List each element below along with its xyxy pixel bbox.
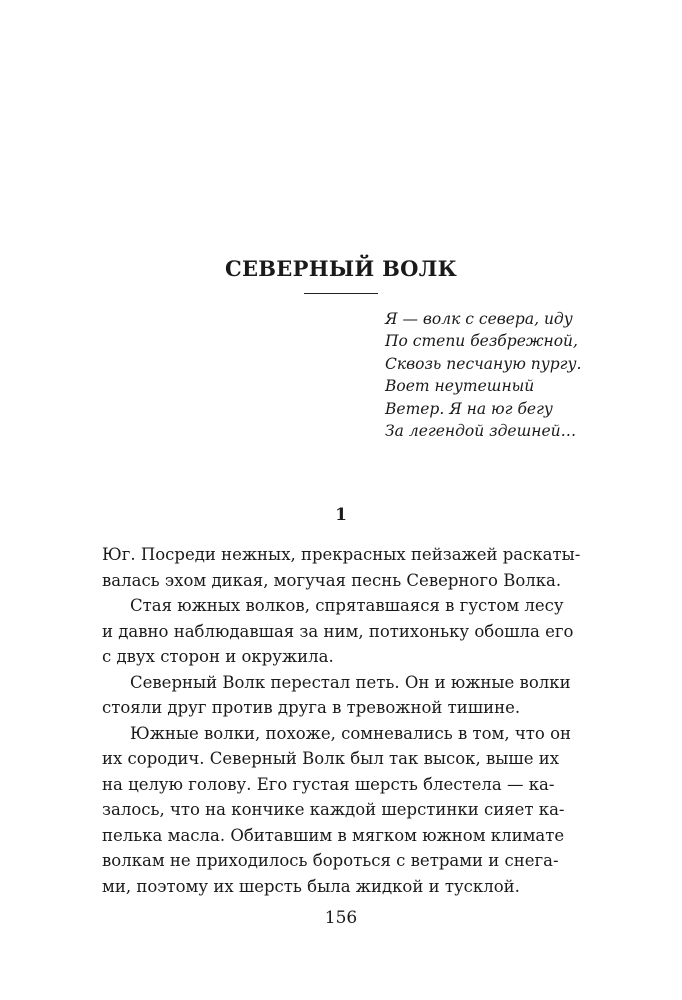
epigraph bbox=[385, 308, 655, 442]
body-line: с двух сторон и окружила. bbox=[102, 647, 334, 666]
body-line: волкам не приходилось бороться с ветрами и снега- bbox=[102, 851, 559, 870]
epigraph-line: Ветер. Я на юг бегу bbox=[385, 399, 553, 418]
chapter-title: СЕВЕРНЫЙ ВОЛК bbox=[224, 256, 458, 281]
body-line: залось, что на кончике каждой шерстинки сияет ка- bbox=[102, 800, 565, 819]
body-line: Юг. Посреди нежных, прекрасных пейзажей раскаты- bbox=[102, 545, 581, 564]
body-line: и давно наблюдавшая за ним, потихоньку обошла его bbox=[102, 621, 574, 641]
body-line: Стая южных волков, спрятавшаяся в густом лесу bbox=[130, 596, 564, 615]
epigraph-line: За легендой здешней… bbox=[385, 422, 577, 441]
epigraph-line: По степи безбрежной, bbox=[385, 332, 578, 351]
page-number: 156 bbox=[324, 908, 358, 928]
section-number: 1 bbox=[335, 505, 347, 525]
body-line: их сородич. Северный Волк был так высок, выше их bbox=[102, 749, 560, 768]
epigraph-line: Воет неутешный bbox=[385, 377, 535, 396]
epigraph-line: Я — волк с севера, иду bbox=[385, 310, 573, 328]
body-line: стояли друг против друга в тревожной тишине. bbox=[102, 698, 521, 717]
body-line: валась эхом дикая, могучая песнь Северного Волка. bbox=[102, 570, 562, 590]
title-divider bbox=[304, 293, 378, 294]
body-line: Северный Волк перестал петь. Он и южные волки bbox=[130, 672, 571, 692]
epigraph-line: Сквозь песчаную пургу. bbox=[385, 354, 582, 373]
body-line: пелька масла. Обитавшим в мягком южном климате bbox=[102, 825, 565, 845]
body-line: на целую голову. Его густая шерсть блестела — ка- bbox=[102, 774, 555, 794]
body-line: Южные волки, похоже, сомневались в том, что он bbox=[130, 723, 572, 743]
body-text bbox=[102, 542, 596, 899]
body-line: ми, поэтому их шерсть была жидкой и тусклой. bbox=[102, 876, 520, 896]
